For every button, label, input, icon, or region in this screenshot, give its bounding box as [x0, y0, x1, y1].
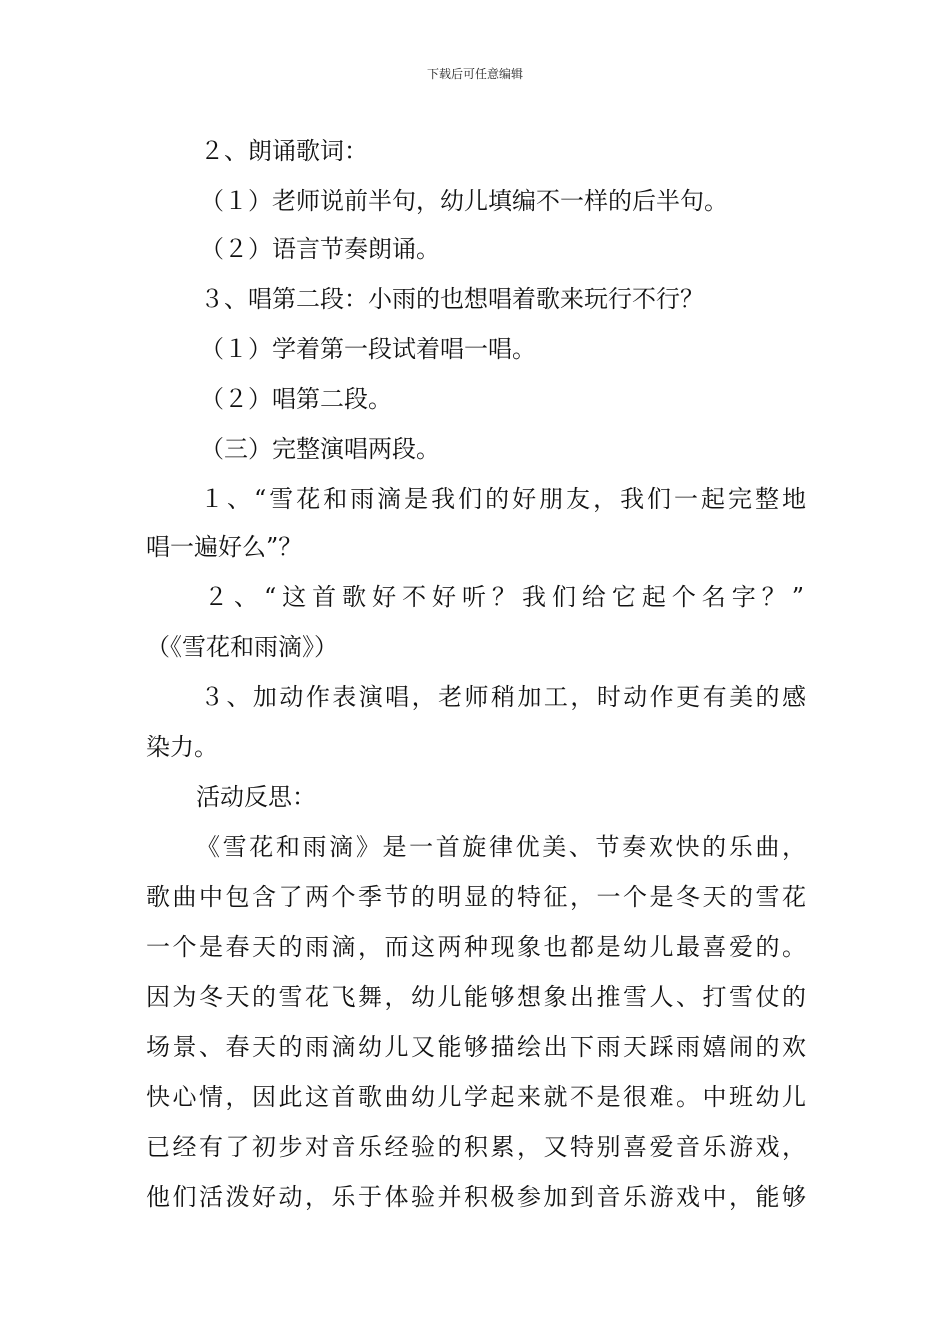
body-line: （２）语言节奏朗诵。	[200, 235, 440, 263]
body-line: 活动反思：	[196, 783, 316, 811]
body-line: 歌曲中包含了两个季节的明显的特征，一个是冬天的雪花	[146, 883, 806, 911]
body-line: （１）老师说前半句，幼儿填编不一样的后半句。	[200, 187, 728, 215]
body-line: 已经有了初步对音乐经验的积累，又特别喜爱音乐游戏，	[146, 1133, 806, 1161]
body-line: ３、唱第二段：小雨的也想唱着歌来玩行不行？	[200, 285, 704, 313]
body-line: 唱一遍好么”？	[146, 533, 303, 561]
body-line: 染力。	[146, 733, 218, 761]
body-line: （三）完整演唱两段。	[200, 435, 440, 463]
body-line: ２、“这首歌好不好听？我们给它起个名字？”	[204, 583, 804, 611]
body-line: （１）学着第一段试着唱一唱。	[200, 335, 536, 363]
body-line: ３、加动作表演唱，老师稍加工，时动作更有美的感	[200, 683, 806, 711]
body-line: （２）唱第二段。	[200, 385, 392, 413]
body-line: 因为冬天的雪花飞舞，幼儿能够想象出推雪人、打雪仗的	[146, 983, 806, 1011]
body-line: 场景、春天的雨滴幼儿又能够描绘出下雨天踩雨嬉闹的欢	[146, 1033, 806, 1061]
body-line: 《雪花和雨滴》是一首旋律优美、节奏欢快的乐曲，	[196, 833, 806, 861]
body-line: 一个是春天的雨滴，而这两种现象也都是幼儿最喜爱的。	[146, 933, 806, 961]
body-line: １、“雪花和雨滴是我们的好朋友，我们一起完整地	[200, 485, 806, 513]
body-line: （《雪花和雨滴》）	[146, 633, 338, 661]
body-line: 他们活泼好动，乐于体验并积极参加到音乐游戏中，能够	[146, 1183, 806, 1211]
body-line: 快心情，因此这首歌曲幼儿学起来就不是很难。中班幼儿	[146, 1083, 806, 1111]
page-header: 下载后可任意编辑	[426, 67, 523, 81]
body-line: ２、朗诵歌词：	[200, 137, 368, 165]
